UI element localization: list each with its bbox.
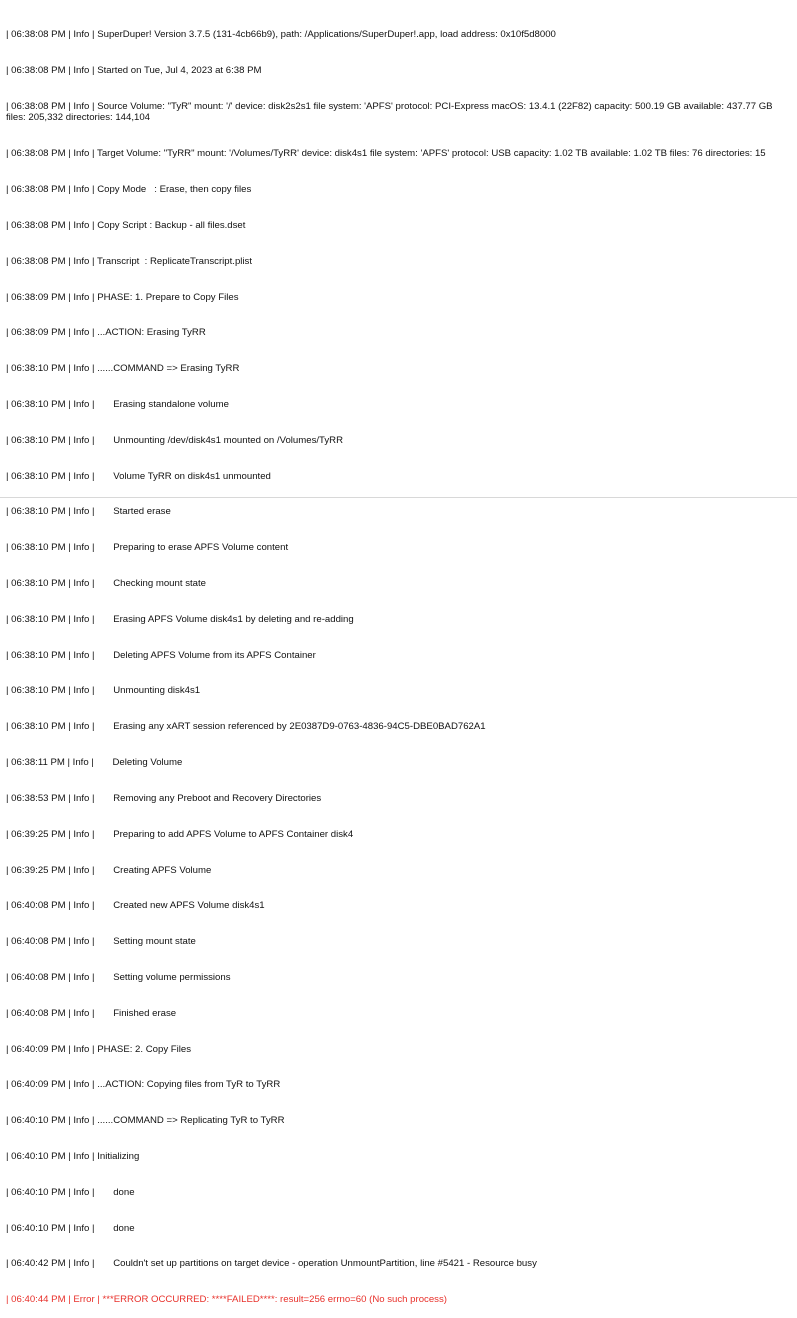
log-line-resource-busy: | 06:40:42 PM | Info | Couldn't set up partitions on target device - operation UnmountPartition, line #5421 - Resource busy bbox=[6, 1258, 537, 1270]
log-line-action-copying: | 06:40:09 PM | Info | ...ACTION: Copying files from TyR to TyRR bbox=[6, 1079, 281, 1091]
log-line-started: | 06:38:08 PM | Info | Started on Tue, Jul 4, 2023 at 6:38 PM bbox=[6, 64, 262, 76]
log-line-phase-2: | 06:40:09 PM | Info | PHASE: 2. Copy Files bbox=[6, 1043, 192, 1055]
log-line: | 06:38:10 PM | Info | Deleting APFS Volume from its APFS Container bbox=[6, 649, 316, 661]
log-line: | 06:38:10 PM | Info | Erasing APFS Volume disk4s1 by deleting and re-adding bbox=[6, 613, 354, 625]
log-line: | 06:38:10 PM | Info | Unmounting disk4s1 bbox=[6, 685, 201, 697]
log-line: | 06:38:10 PM | Info | Started erase bbox=[6, 506, 171, 518]
log-line-source-volume: | 06:38:08 PM | Info | Source Volume: "TyR" mount: '/' device: disk2s2s1 file system: 'APFS' protocol: PCI-Express macOS: 13.4.1 (22F82) capacity: 500.19 GB available: 437.77 GB files: 205,332 directories: 144,104 bbox=[6, 100, 776, 124]
log-line-copy-script: | 06:38:08 PM | Info | Copy Script : Backup - all files.dset bbox=[6, 219, 246, 231]
log-line: | 06:40:10 PM | Info | Initializing bbox=[6, 1151, 140, 1162]
log-line-action-erasing: | 06:38:09 PM | Info | ...ACTION: Erasing TyRR bbox=[6, 327, 206, 339]
transcript-log bbox=[6, 5, 794, 1318]
log-line: | 06:38:10 PM | Info | Preparing to erase APFS Volume content bbox=[6, 542, 289, 554]
log-line: | 06:39:25 PM | Info | Creating APFS Volume bbox=[6, 864, 212, 876]
log-line-phase-1: | 06:38:09 PM | Info | PHASE: 1. Prepare to Copy Files bbox=[6, 291, 239, 303]
log-line-error: | 06:40:44 PM | Error | ***ERROR OCCURRED: ****FAILED****: result=256 errno=60 (No such process) bbox=[6, 1294, 447, 1306]
log-line: | 06:38:11 PM | Info | Deleting Volume bbox=[6, 757, 183, 769]
log-line: | 06:38:10 PM | Info | Erasing any xART session referenced by 2E0387D9-0763-4836-94C5-DBE0BAD762A1 bbox=[6, 721, 486, 733]
log-line: | 06:40:08 PM | Info | Setting volume permissions bbox=[6, 971, 231, 983]
log-line-command-replicating: | 06:40:10 PM | Info | ......COMMAND => Replicating TyR to TyRR bbox=[6, 1115, 285, 1127]
log-line: | 06:40:08 PM | Info | Created new APFS Volume disk4s1 bbox=[6, 900, 265, 912]
log-line: | 06:39:25 PM | Info | Preparing to add APFS Volume to APFS Container disk4 bbox=[6, 828, 354, 840]
log-line-transcript: | 06:38:08 PM | Info | Transcript : ReplicateTranscript.plist bbox=[6, 255, 252, 267]
log-line-version: | 06:38:08 PM | Info | SuperDuper! Version 3.7.5 (131-4cb66b9), path: /Applications/SuperDuper!.app, load address: 0x10f5d8000 bbox=[6, 28, 556, 40]
log-line: | 06:38:10 PM | Info | Checking mount state bbox=[6, 578, 206, 589]
log-line: | 06:38:10 PM | Info | Unmounting /dev/disk4s1 mounted on /Volumes/TyRR bbox=[6, 434, 344, 446]
log-line: | 06:38:10 PM | Info | Volume TyRR on disk4s1 unmounted bbox=[6, 470, 271, 482]
log-line: | 06:40:08 PM | Info | Finished erase bbox=[6, 1007, 177, 1019]
bottom-divider bbox=[0, 497, 797, 498]
log-line: | 06:40:10 PM | Info | done bbox=[6, 1222, 135, 1234]
log-line: | 06:40:08 PM | Info | Setting mount state bbox=[6, 936, 196, 948]
log-line: | 06:40:10 PM | Info | done bbox=[6, 1186, 135, 1198]
log-line-copy-mode: | 06:38:08 PM | Info | Copy Mode : Erase, then copy files bbox=[6, 184, 252, 196]
log-line: | 06:38:10 PM | Info | Erasing standalone volume bbox=[6, 398, 229, 410]
log-line-target-volume: | 06:38:08 PM | Info | Target Volume: "TyRR" mount: '/Volumes/TyRR' device: disk4s1 file system: 'APFS' protocol: USB capacity: 1.02 TB available: 1.02 TB files: 76 directories: 15 bbox=[6, 148, 766, 160]
log-line: | 06:38:53 PM | Info | Removing any Preboot and Recovery Directories bbox=[6, 792, 322, 804]
log-line-command-erasing: | 06:38:10 PM | Info | ......COMMAND => Erasing TyRR bbox=[6, 363, 240, 375]
